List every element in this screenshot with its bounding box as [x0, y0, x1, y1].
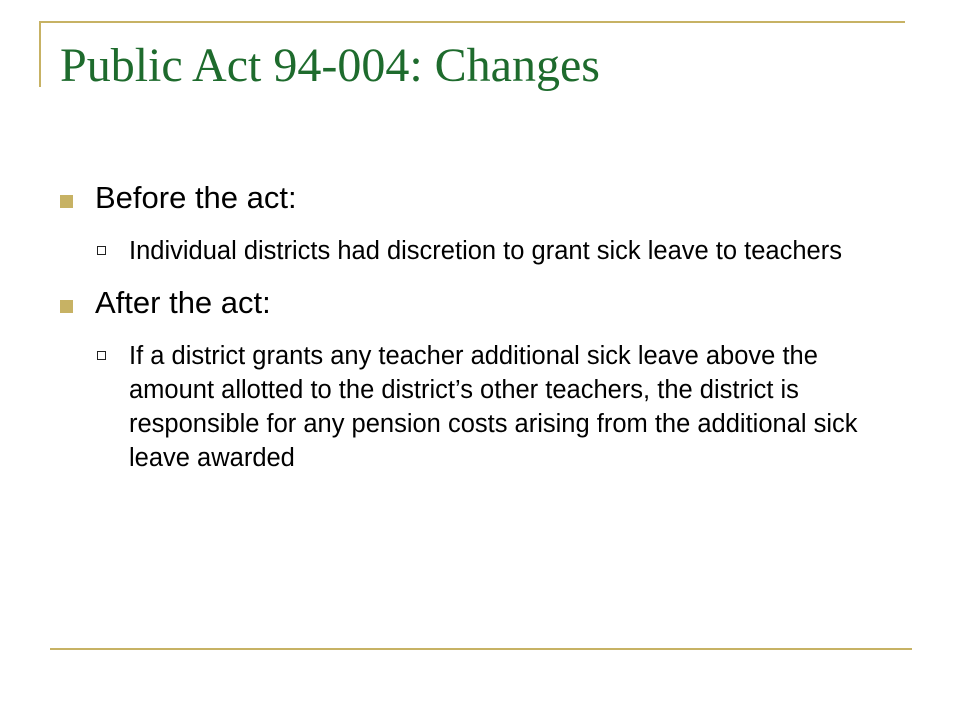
filled-square-bullet-icon: [60, 195, 73, 208]
bullet-text: Before the act:: [95, 180, 297, 215]
top-divider: [39, 21, 905, 23]
filled-square-bullet-icon: [60, 300, 73, 313]
bottom-divider: [50, 648, 912, 650]
bullet-text: After the act:: [95, 285, 271, 320]
sub-bullet-text: If a district grants any teacher additional sick leave above the amount allotted to the district’s other teachers, the district is responsible for any pension costs arising from the additional sick leave awarded: [129, 342, 858, 472]
hollow-square-bullet-icon: [97, 351, 106, 360]
left-divider: [39, 21, 41, 87]
bullet-after-act: [60, 285, 910, 321]
slide-body: [60, 180, 910, 475]
slide-title: Public Act 94-004: Changes: [60, 39, 600, 92]
sub-bullet-text: Individual districts had discretion to grant sick leave to teachers: [129, 237, 842, 265]
sub-bullet-before-act: [60, 234, 910, 268]
bullet-before-act: [60, 180, 910, 216]
hollow-square-bullet-icon: [97, 246, 106, 255]
sub-bullet-after-act: [60, 339, 910, 475]
